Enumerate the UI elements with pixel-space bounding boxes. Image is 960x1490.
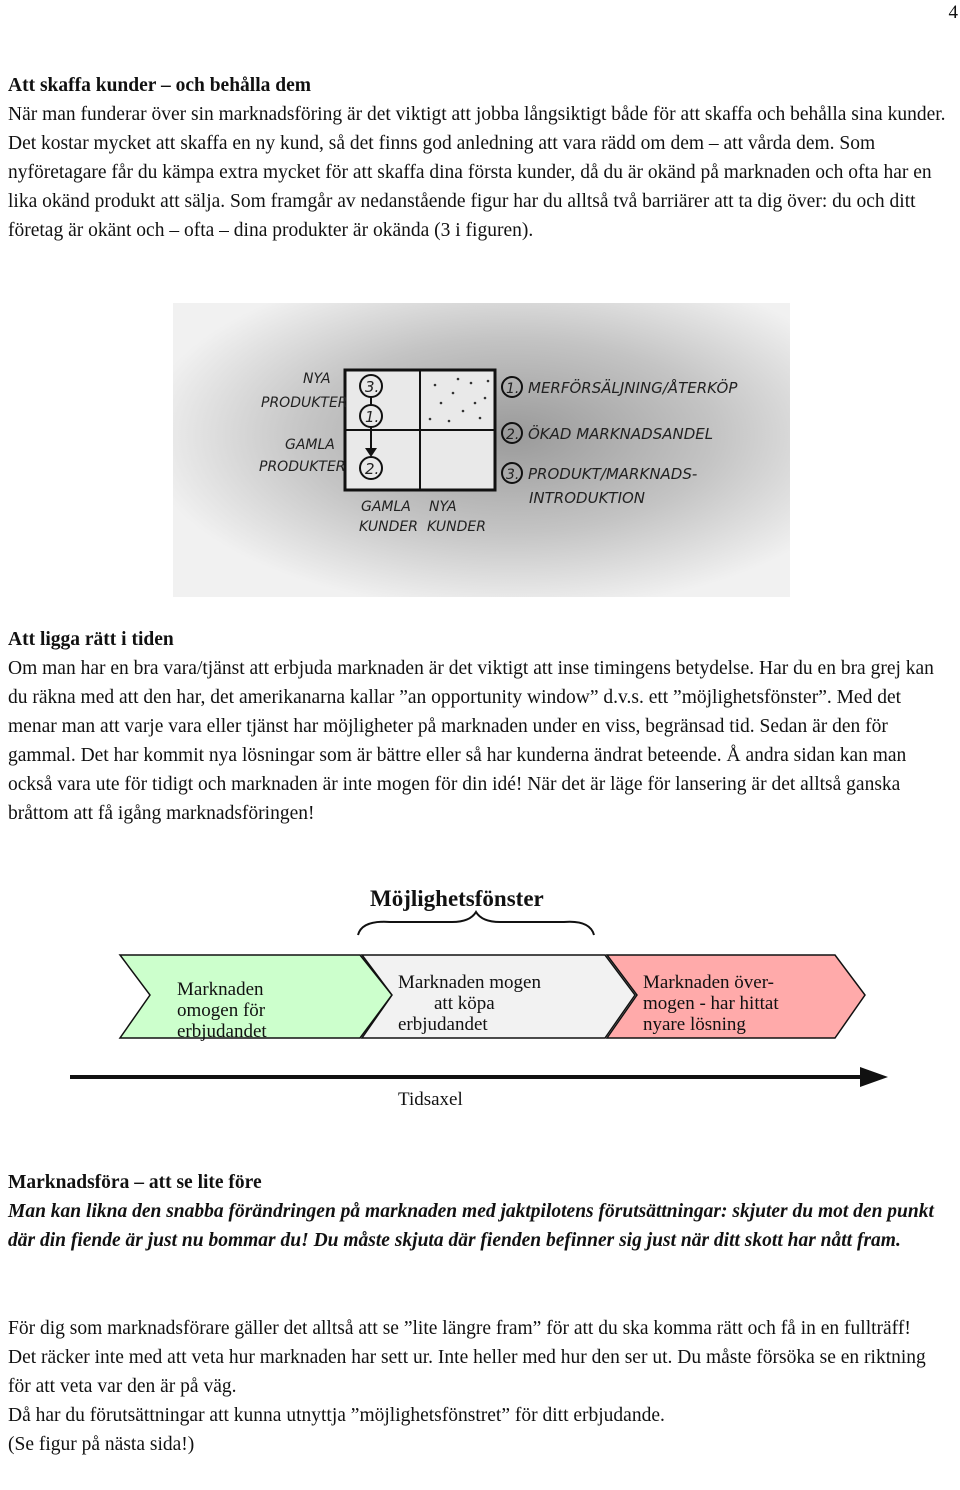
opportunity-window-diagram <box>60 880 900 1120</box>
stage-2-line-1: Marknaden mogen <box>398 972 541 993</box>
label-nya: NYA <box>303 371 331 387</box>
box-number-3: 3. <box>365 378 380 396</box>
label-gamla-k: GAMLA <box>361 499 411 515</box>
page-number: 4 <box>948 2 958 23</box>
paragraph-4: (Se figur på nästa sida!) <box>8 1434 195 1455</box>
section-heading: Att skaffa kunder – och behålla dem <box>8 75 312 96</box>
legend-number-2: 2. <box>506 427 520 443</box>
section-conclusion <box>8 1314 953 1459</box>
section-paragraph: Man kan likna den snabba förändringen på marknaden med jaktpilotens förutsättningar: skjuter du mot den punkt där din fiende är just nu bommar du! Du måste skjuta där fienden befinner sig just när ditt skott har nått fram. <box>8 1201 934 1251</box>
label-gamla-kunder: KUNDER <box>359 519 419 535</box>
label-nya-kunder: KUNDER <box>427 519 487 535</box>
section-paragraph: När man funderar över sin marknadsföring är det viktigt att jobba långsiktigt både för att skaffa och behålla sina kunder. Det kostar mycket att skaffa en ny kund, så det finns god anledning att vara rädd om dem – att vårda dem. Som nyföretagare får du kämpa extra mycket för att skaffa dina första kunder, då du är okänd på marknaden och ofta har en lika okänd produkt att sälja. Som framgår av nedanstående figur har du alltså två barriärer att ta dig över: du och ditt företag är okänt och – ofta – dina produkter är okända (3 i figuren). <box>8 104 946 241</box>
section-paragraph: Om man har en bra vara/tjänst att erbjuda marknaden är det viktigt att inse timingens betydelse. Har du en bra grej kan du räkna med att den har, det amerikanarna kallar ”an opportunity window” d.v.s. ett ”möjlighetsfönster”. Med det menar man att varje vara eller tjänst har möjligheter på marknaden under en viss, begränsad tid. Sedan är den för gammal. Det har kommit nya lösningar som är bättre eller så har kunderna ändrat beteende. Å andra sidan kan man också vara ute för tidigt och marknaden är inte mogen för din idé! När det är läge för lansering är det alltså ganska bråttom att få igång marknadsföringen! <box>8 658 934 824</box>
label-gamla-produkter: PRODUKTER <box>259 459 346 475</box>
paragraph-2: Det räcker inte med att veta hur marknaden har sett ur. Inte heller med hur den ser ut. Du måste försöka se en riktning för att veta var den är på väg. <box>8 1347 926 1397</box>
section-customers <box>8 71 953 245</box>
box-number-2: 2. <box>365 460 380 478</box>
axis-label: Tidsaxel <box>398 1089 463 1110</box>
stage-1-line-1: Marknaden <box>177 979 264 1000</box>
legend-number-1: 1. <box>506 381 520 397</box>
window-title: Möjlighetsfönster <box>370 886 544 911</box>
legend-text-1: MERFÖRSÄLJNING/ÅTERKÖP <box>528 379 738 397</box>
section-see-ahead <box>8 1168 953 1255</box>
box-number-1: 1. <box>365 408 380 426</box>
stage-1-line-2: omogen för <box>177 1000 266 1021</box>
stage-3-line-2: mogen - har hittat <box>643 993 779 1014</box>
legend-number-3: 3. <box>506 467 520 483</box>
legend-text-3: PRODUKT/MARKNADS- <box>528 465 698 483</box>
section-heading: Marknadsföra – att se lite före <box>8 1172 262 1193</box>
stage-2-line-2: att köpa <box>434 993 495 1014</box>
paragraph-3: Då har du förutsättningar att kunna utnyttja ”möjlighetsfönstret” för ditt erbjudande. <box>8 1405 665 1426</box>
stage-2-line-3: erbjudandet <box>398 1014 488 1035</box>
stage-3-line-3: nyare lösning <box>643 1014 746 1035</box>
axis-arrow-icon <box>860 1067 888 1087</box>
paragraph-1: För dig som marknadsförare gäller det alltså att se ”lite längre fram” för att du ska komma rätt och få in en fullträff! <box>8 1318 911 1339</box>
label-nya-produkter: PRODUKTER <box>261 395 348 411</box>
legend-text-3b: INTRODUKTION <box>529 489 646 507</box>
legend-text-2: ÖKAD MARKNADSANDEL <box>528 425 714 443</box>
section-timing <box>8 625 953 828</box>
section-heading: Att ligga rätt i tiden <box>8 629 174 650</box>
label-nya-k: NYA <box>429 499 457 515</box>
stage-1-line-3: erbjudandet <box>177 1021 267 1042</box>
brace-icon <box>358 912 594 935</box>
customer-product-matrix-sketch <box>173 303 790 597</box>
label-gamla: GAMLA <box>285 437 335 453</box>
stage-3-line-1: Marknaden över- <box>643 972 774 993</box>
